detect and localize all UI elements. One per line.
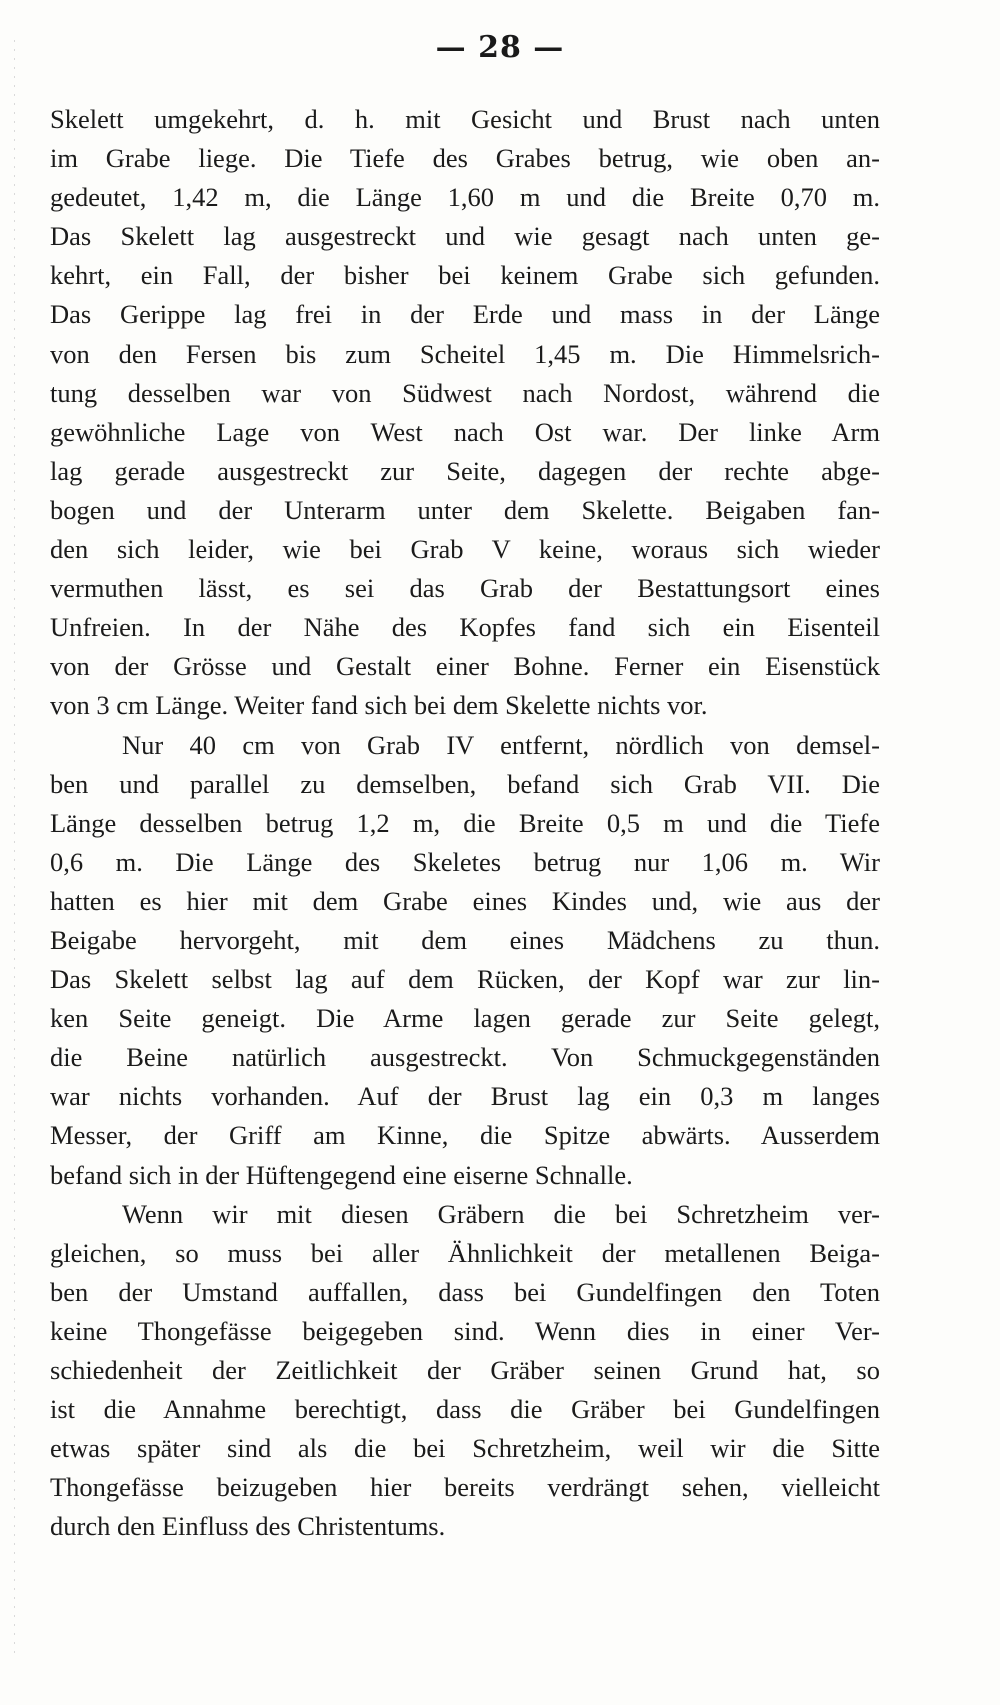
text-line: die Beine natürlich ausgestreckt. Von Schmuckgegenständen xyxy=(50,1042,880,1073)
text-line: von der Grösse und Gestalt einer Bohne. Ferner ein Eisenstück xyxy=(50,651,880,682)
paragraph-end-line: durch den Einfluss des Christentums. xyxy=(50,1511,446,1542)
scan-margin-mark xyxy=(14,40,15,1660)
body-text xyxy=(50,100,880,1546)
text-line: keine Thongefässe beigegeben sind. Wenn dies in einer Ver- xyxy=(50,1315,880,1346)
text-line: bogen und der Unterarm unter dem Skelette. Beigaben fan- xyxy=(50,494,880,525)
text-line: gedeutet, 1,42 m, die Länge 1,60 m und die Breite 0,70 m. xyxy=(50,182,880,213)
text-line: vermuthen lässt, es sei das Grab der Bestattungsort eines xyxy=(50,573,880,604)
text-line: Das Skelett selbst lag auf dem Rücken, der Kopf war zur lin- xyxy=(50,964,880,995)
text-line: Länge desselben betrug 1,2 m, die Breite 0,5 m und die Tiefe xyxy=(50,807,880,838)
page-number: — 28 — xyxy=(435,30,565,65)
paragraph-end-line: befand sich in der Hüftengegend eine eiserne Schnalle. xyxy=(50,1159,633,1190)
text-line: hatten es hier mit dem Grabe eines Kindes und, wie aus der xyxy=(50,885,880,916)
text-line: Unfreien. In der Nähe des Kopfes fand sich ein Eisenteil xyxy=(50,612,880,643)
text-line: lag gerade ausgestreckt zur Seite, dagegen der rechte abge- xyxy=(50,455,880,486)
text-line: schiedenheit der Zeitlichkeit der Gräber seinen Grund hat, so xyxy=(50,1355,880,1385)
text-line: den sich leider, wie bei Grab V keine, woraus sich wieder xyxy=(50,534,880,565)
text-line: 0,6 m. Die Länge des Skeletes betrug nur 1,06 m. Wir xyxy=(50,846,880,877)
text-line: Das Skelett lag ausgestreckt und wie gesagt nach unten ge- xyxy=(50,221,880,252)
text-line: im Grabe liege. Die Tiefe des Grabes betrug, wie oben an- xyxy=(50,143,880,174)
text-line: ist die Annahme berechtigt, dass die Gräber bei Gundelfingen xyxy=(50,1394,880,1425)
text-line: Das Gerippe lag frei in der Erde und mass in der Länge xyxy=(50,299,880,330)
text-line: tung desselben war von Südwest nach Nordost, während die xyxy=(50,377,880,408)
text-line: etwas später sind als die bei Schretzheim, weil wir die Sitte xyxy=(50,1433,880,1464)
paragraph-start-line: Wenn wir mit diesen Gräbern die bei Schretzheim ver- xyxy=(122,1198,880,1229)
text-line: ben der Umstand auffallen, dass bei Gundelfingen den Toten xyxy=(50,1276,880,1307)
text-line: kehrt, ein Fall, der bisher bei keinem Grabe sich gefunden. xyxy=(50,260,880,291)
text-line: Beigabe hervorgeht, mit dem eines Mädchens zu thun. xyxy=(50,924,880,955)
text-line: gleichen, so muss bei aller Ähnlichkeit der metallenen Beiga- xyxy=(50,1237,880,1268)
paragraph-start-line: Nur 40 cm von Grab IV entfernt, nördlich von demsel- xyxy=(122,729,880,760)
text-line: Thongefässe beizugeben hier bereits verdrängt sehen, vielleicht xyxy=(50,1472,880,1503)
text-line: von den Fersen bis zum Scheitel 1,45 m. Die Himmelsrich- xyxy=(50,338,880,369)
text-line: Skelett umgekehrt, d. h. mit Gesicht und Brust nach unten xyxy=(50,104,880,134)
paragraph-end-line: von 3 cm Länge. Weiter fand sich bei dem Skelette nichts vor. xyxy=(50,690,708,721)
text-line: ken Seite geneigt. Die Arme lagen gerade zur Seite gelegt, xyxy=(50,1003,880,1034)
text-line: gewöhnliche Lage von West nach Ost war. Der linke Arm xyxy=(50,416,880,447)
text-line: ben und parallel zu demselben, befand sich Grab VII. Die xyxy=(50,768,880,799)
text-line: war nichts vorhanden. Auf der Brust lag ein 0,3 m langes xyxy=(50,1081,880,1112)
text-line: Messer, der Griff am Kinne, die Spitze abwärts. Ausserdem xyxy=(50,1120,880,1151)
